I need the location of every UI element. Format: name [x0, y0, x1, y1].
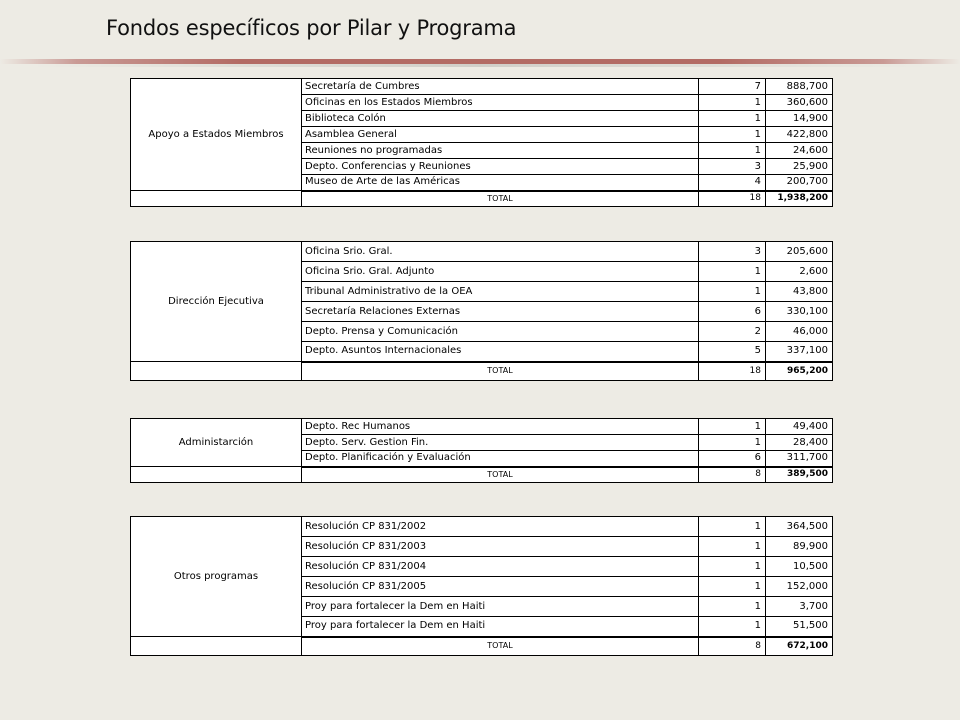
program-count: 1	[699, 435, 766, 451]
total-amount: 672,100	[766, 637, 833, 656]
total-count: 8	[699, 637, 766, 656]
slide-title: Fondos específicos por Pilar y Programa	[106, 16, 517, 40]
program-count: 1	[699, 282, 766, 302]
program-count: 1	[699, 577, 766, 597]
program-amount: 330,100	[766, 302, 833, 322]
program-amount: 3,700	[766, 597, 833, 617]
program-amount: 43,800	[766, 282, 833, 302]
program-amount: 24,600	[766, 143, 833, 159]
program-amount: 25,900	[766, 159, 833, 175]
program-count: 1	[699, 617, 766, 637]
pillar-name: Apoyo a Estados Miembros	[131, 79, 302, 191]
program-amount: 888,700	[766, 79, 833, 95]
program-count: 1	[699, 419, 766, 435]
program-name: Depto. Asuntos Internacionales	[302, 342, 699, 362]
program-amount: 200,700	[766, 175, 833, 191]
program-name: Oficina Srio. Gral. Adjunto	[302, 262, 699, 282]
program-count: 1	[699, 111, 766, 127]
program-count: 6	[699, 451, 766, 467]
program-count: 1	[699, 597, 766, 617]
program-amount: 46,000	[766, 322, 833, 342]
total-amount: 389,500	[766, 467, 833, 483]
pillar-table-administracion	[130, 418, 832, 483]
program-name: Resolución CP 831/2002	[302, 517, 699, 537]
program-amount: 360,600	[766, 95, 833, 111]
program-count: 1	[699, 262, 766, 282]
program-name: Resolución CP 831/2005	[302, 577, 699, 597]
total-count: 18	[699, 362, 766, 381]
total-label: TOTAL	[302, 467, 699, 483]
total-label: TOTAL	[302, 191, 699, 207]
program-amount: 422,800	[766, 127, 833, 143]
program-name: Depto. Rec Humanos	[302, 419, 699, 435]
program-name: Asamblea General	[302, 127, 699, 143]
program-count: 3	[699, 159, 766, 175]
program-count: 6	[699, 302, 766, 322]
program-name: Oficina Srio. Gral.	[302, 242, 699, 262]
program-name: Depto. Prensa y Comunicación	[302, 322, 699, 342]
program-amount: 10,500	[766, 557, 833, 577]
pillar-table-otros	[130, 516, 832, 656]
program-name: Oficinas en los Estados Miembros	[302, 95, 699, 111]
program-amount: 337,100	[766, 342, 833, 362]
program-name: Proy para fortalecer la Dem en Haiti	[302, 617, 699, 637]
program-amount: 311,700	[766, 451, 833, 467]
program-count: 7	[699, 79, 766, 95]
total-count: 18	[699, 191, 766, 207]
program-amount: 2,600	[766, 262, 833, 282]
pillar-name: Administarción	[131, 419, 302, 467]
total-amount: 1,938,200	[766, 191, 833, 207]
program-name: Resolución CP 831/2003	[302, 537, 699, 557]
program-count: 1	[699, 95, 766, 111]
title-divider-shadow	[30, 64, 930, 67]
program-amount: 51,500	[766, 617, 833, 637]
program-name: Depto. Serv. Gestion Fin.	[302, 435, 699, 451]
total-label: TOTAL	[302, 637, 699, 656]
program-amount: 49,400	[766, 419, 833, 435]
program-count: 2	[699, 322, 766, 342]
program-name: Reuniones no programadas	[302, 143, 699, 159]
program-count: 1	[699, 557, 766, 577]
pillar-table-direccion	[130, 241, 832, 381]
program-count: 1	[699, 517, 766, 537]
program-amount: 364,500	[766, 517, 833, 537]
program-name: Museo de Arte de las Américas	[302, 175, 699, 191]
total-count: 8	[699, 467, 766, 483]
program-count: 1	[699, 537, 766, 557]
program-count: 4	[699, 175, 766, 191]
program-name: Secretaría de Cumbres	[302, 79, 699, 95]
total-amount: 965,200	[766, 362, 833, 381]
program-name: Resolución CP 831/2004	[302, 557, 699, 577]
program-name: Depto. Conferencias y Reuniones	[302, 159, 699, 175]
program-name: Depto. Planificación y Evaluación	[302, 451, 699, 467]
program-count: 3	[699, 242, 766, 262]
total-label: TOTAL	[302, 362, 699, 381]
program-name: Proy para fortalecer la Dem en Haiti	[302, 597, 699, 617]
pillar-name: Otros programas	[131, 517, 302, 637]
program-count: 1	[699, 143, 766, 159]
program-name: Secretaría Relaciones Externas	[302, 302, 699, 322]
program-amount: 205,600	[766, 242, 833, 262]
pillar-name: Dirección Ejecutiva	[131, 242, 302, 362]
program-amount: 89,900	[766, 537, 833, 557]
program-count: 1	[699, 127, 766, 143]
program-amount: 14,900	[766, 111, 833, 127]
pillar-table-apoyo	[130, 78, 832, 207]
program-amount: 28,400	[766, 435, 833, 451]
program-name: Tribunal Administrativo de la OEA	[302, 282, 699, 302]
program-name: Biblioteca Colón	[302, 111, 699, 127]
program-amount: 152,000	[766, 577, 833, 597]
program-count: 5	[699, 342, 766, 362]
